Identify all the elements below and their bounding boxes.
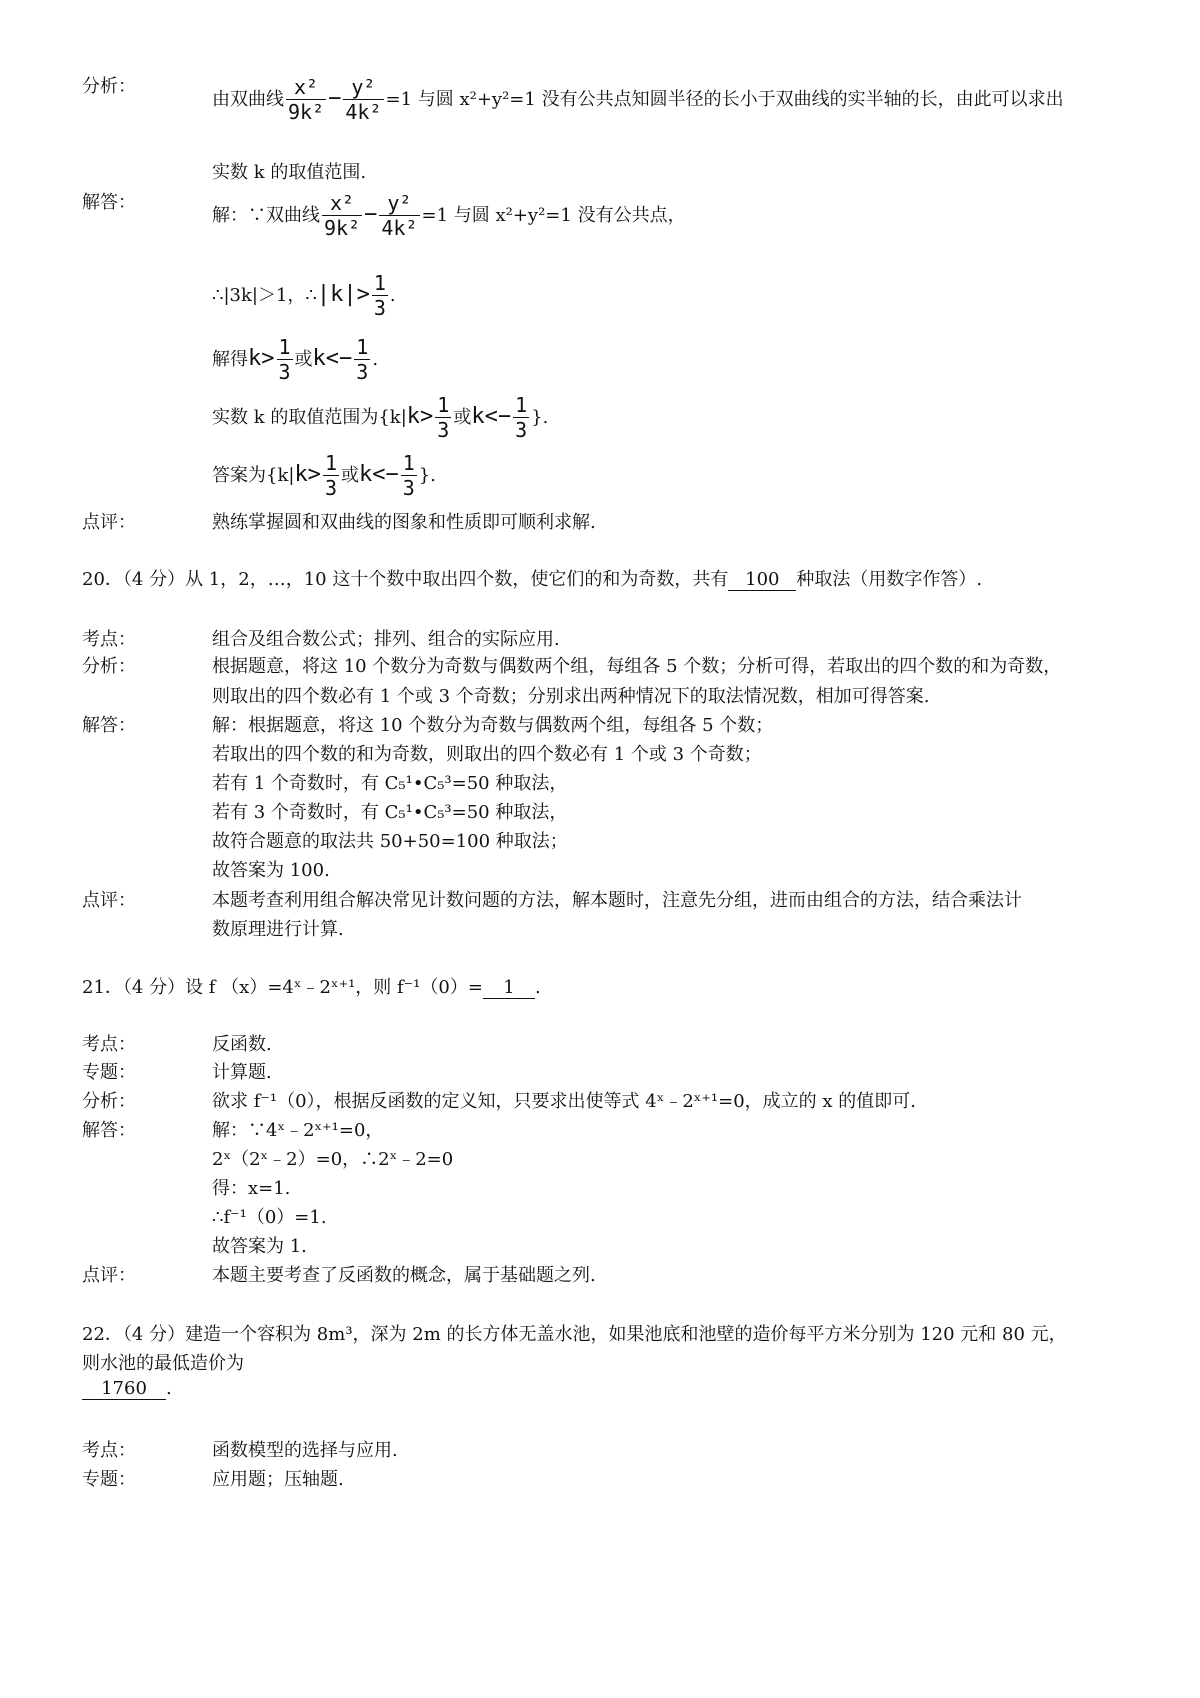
q21-comment: 本题主要考查了反函数的概念，属于基础题之列. (212, 1265, 596, 1286)
q20-solution-line3: 若有 1 个奇数时，有 C₅¹•C₅³=50 种取法， (212, 773, 568, 794)
analysis-label: 分析： (82, 1091, 136, 1112)
answer-blank: 1 (483, 977, 535, 999)
fraction-y2-4k2: $\frac{\text{y²}}{\text{4k²}}$ (381, 191, 418, 240)
q19-step2: 解得k> $\frac{1}{3}$ 或k<− $\frac{1}{3}$ . (212, 335, 379, 384)
q20-kaodian: 组合及组合数公式；排列、组合的实际应用. (212, 629, 560, 650)
q21-stem: 21．（4 分）设 f （x）=4ˣ﹣2ˣ⁺¹，则 f⁻¹（0）= 1 . (82, 977, 541, 998)
q20-analysis-line2: 则取出的四个数必有 1 个或 3 个奇数；分别求出两种情况下的取法情况数，相加可得答案. (212, 686, 930, 707)
q19-step4: 答案为{k|k> $\frac{1}{3}$ 或k<− $\frac{1}{3}$ }. (212, 451, 436, 500)
q19-step1: ∴|3k|＞1，∴|k|> $\frac{1}{3}$ . (212, 271, 396, 320)
q21-solution-line1: 解：∵4ˣ﹣2ˣ⁺¹=0， (212, 1120, 384, 1141)
q21-analysis: 欲求 f⁻¹（0），根据反函数的定义知，只要求出使等式 4ˣ﹣2ˣ⁺¹=0，成立的 x 的值即可. (212, 1091, 917, 1112)
q21-zhuanti: 计算题. (212, 1062, 272, 1083)
q19-analysis-line2: 实数 k 的取值范围. (212, 162, 367, 183)
q19-step3: 实数 k 的取值范围为{k|k> $\frac{1}{3}$ 或k<− $\frac{1}{3}$ }. (212, 393, 549, 442)
comment-label: 点评： (82, 890, 136, 911)
fraction-1-3: $\frac{1}{3}$ (373, 271, 386, 320)
q20-solution-line6: 故答案为 100. (212, 860, 330, 881)
q20-comment-line1: 本题考查利用组合解决常见计数问题的方法，解本题时，注意先分组，进而由组合的方法，结合乘法计 (212, 890, 1022, 911)
q22-stem-line1: 22．（4 分）建造一个容积为 8m³，深为 2m 的长方体无盖水池，如果池底和池壁的造价每平方米分别为 120 元和 80 元， (82, 1324, 1067, 1345)
q21-solution-line5: 故答案为 1. (212, 1236, 307, 1257)
solution-label: 解答： (82, 1120, 136, 1141)
fraction-y2-4k2: $\frac{\text{y²}}{\text{4k²}}$ (345, 75, 382, 124)
fraction-x2-9k2: $\frac{\text{x²}}{\text{9k²}}$ (288, 75, 325, 124)
q20-solution-line4: 若有 3 个奇数时，有 C₅¹•C₅³=50 种取法， (212, 802, 568, 823)
q20-analysis-line1: 根据题意，将这 10 个数分为奇数与偶数两个组，每组各 5 个数；分析可得，若取出的四个数的和为奇数， (212, 656, 1062, 677)
comment-label: 点评： (82, 1265, 136, 1286)
q21-solution-line4: ∴f⁻¹（0）=1. (212, 1207, 327, 1228)
fraction-1-3: $\frac{1}{3}$ (324, 451, 337, 500)
q19-analysis-pre: 由双曲线 (212, 89, 284, 110)
solution-label: 解答： (82, 192, 136, 213)
q21-solution-line2: 2ˣ（2ˣ﹣2）=0，∴2ˣ﹣2=0 (212, 1149, 454, 1170)
analysis-label: 分析： (82, 656, 136, 677)
fraction-1-3: $\frac{1}{3}$ (437, 393, 450, 442)
q19-analysis-mid: =1 与圆 x²+y²=1 没有公共点知圆半径的长小于双曲线的实半轴的长，由此可以求出 (385, 89, 1064, 110)
q19-comment: 熟练掌握圆和双曲线的图象和性质即可顺利求解. (212, 512, 596, 533)
q19-solution-line1: 解：∵双曲线 $\frac{\text{x²}}{\text{9k²}}$ − $\frac{\text{y²}}{\text{4k²}}$ =1 与圆 x²+y²=1 没有公共点， (212, 191, 686, 240)
kaodian-label: 考点： (82, 1034, 136, 1055)
q20-solution-line1: 解：根据题意，将这 10 个数分为奇数与偶数两个组，每组各 5 个数； (212, 715, 774, 736)
q20-solution-line2: 若取出的四个数的和为奇数，则取出的四个数必有 1 个或 3 个奇数； (212, 744, 762, 765)
kaodian-label: 考点： (82, 629, 136, 650)
q21-solution-line3: 得：x=1. (212, 1178, 291, 1199)
q22-kaodian: 函数模型的选择与应用. (212, 1440, 398, 1461)
fraction-1-3: $\frac{1}{3}$ (402, 451, 415, 500)
q21-kaodian: 反函数. (212, 1034, 272, 1055)
fraction-x2-9k2: $\frac{\text{x²}}{\text{9k²}}$ (324, 191, 361, 240)
answer-blank: 100 (728, 569, 796, 591)
fraction-1-3: $\frac{1}{3}$ (278, 335, 291, 384)
comment-label: 点评： (82, 512, 136, 533)
q20-solution-line5: 故符合题意的取法共 50+50=100 种取法； (212, 831, 568, 852)
q22-zhuanti: 应用题；压轴题. (212, 1469, 344, 1490)
q19-analysis-line1: 由双曲线 $\frac{\text{x²}}{\text{9k²}}$ − $\frac{\text{y²}}{\text{4k²}}$ =1 与圆 x²+y²=1 没有公共点知圆半径的长小于双曲线的实半轴的长，由此可以求出 (212, 75, 1064, 124)
zhuanti-label: 专题： (82, 1062, 136, 1083)
solution-label: 解答： (82, 715, 136, 736)
q20-stem: 20．（4 分）从 1，2，…，10 这十个数中取出四个数，使它们的和为奇数，共有 100 种取法（用数字作答）. (82, 569, 983, 590)
analysis-label: 分析： (82, 76, 136, 97)
zhuanti-label: 专题： (82, 1469, 136, 1490)
answer-blank: 1760 (82, 1378, 166, 1400)
fraction-1-3: $\frac{1}{3}$ (515, 393, 528, 442)
q22-stem-line2: 则水池的最低造价为 (82, 1353, 244, 1374)
q22-answer-line: 1760 . (82, 1378, 172, 1400)
q20-comment-line2: 数原理进行计算. (212, 919, 344, 940)
fraction-1-3: $\frac{1}{3}$ (356, 335, 369, 384)
kaodian-label: 考点： (82, 1440, 136, 1461)
